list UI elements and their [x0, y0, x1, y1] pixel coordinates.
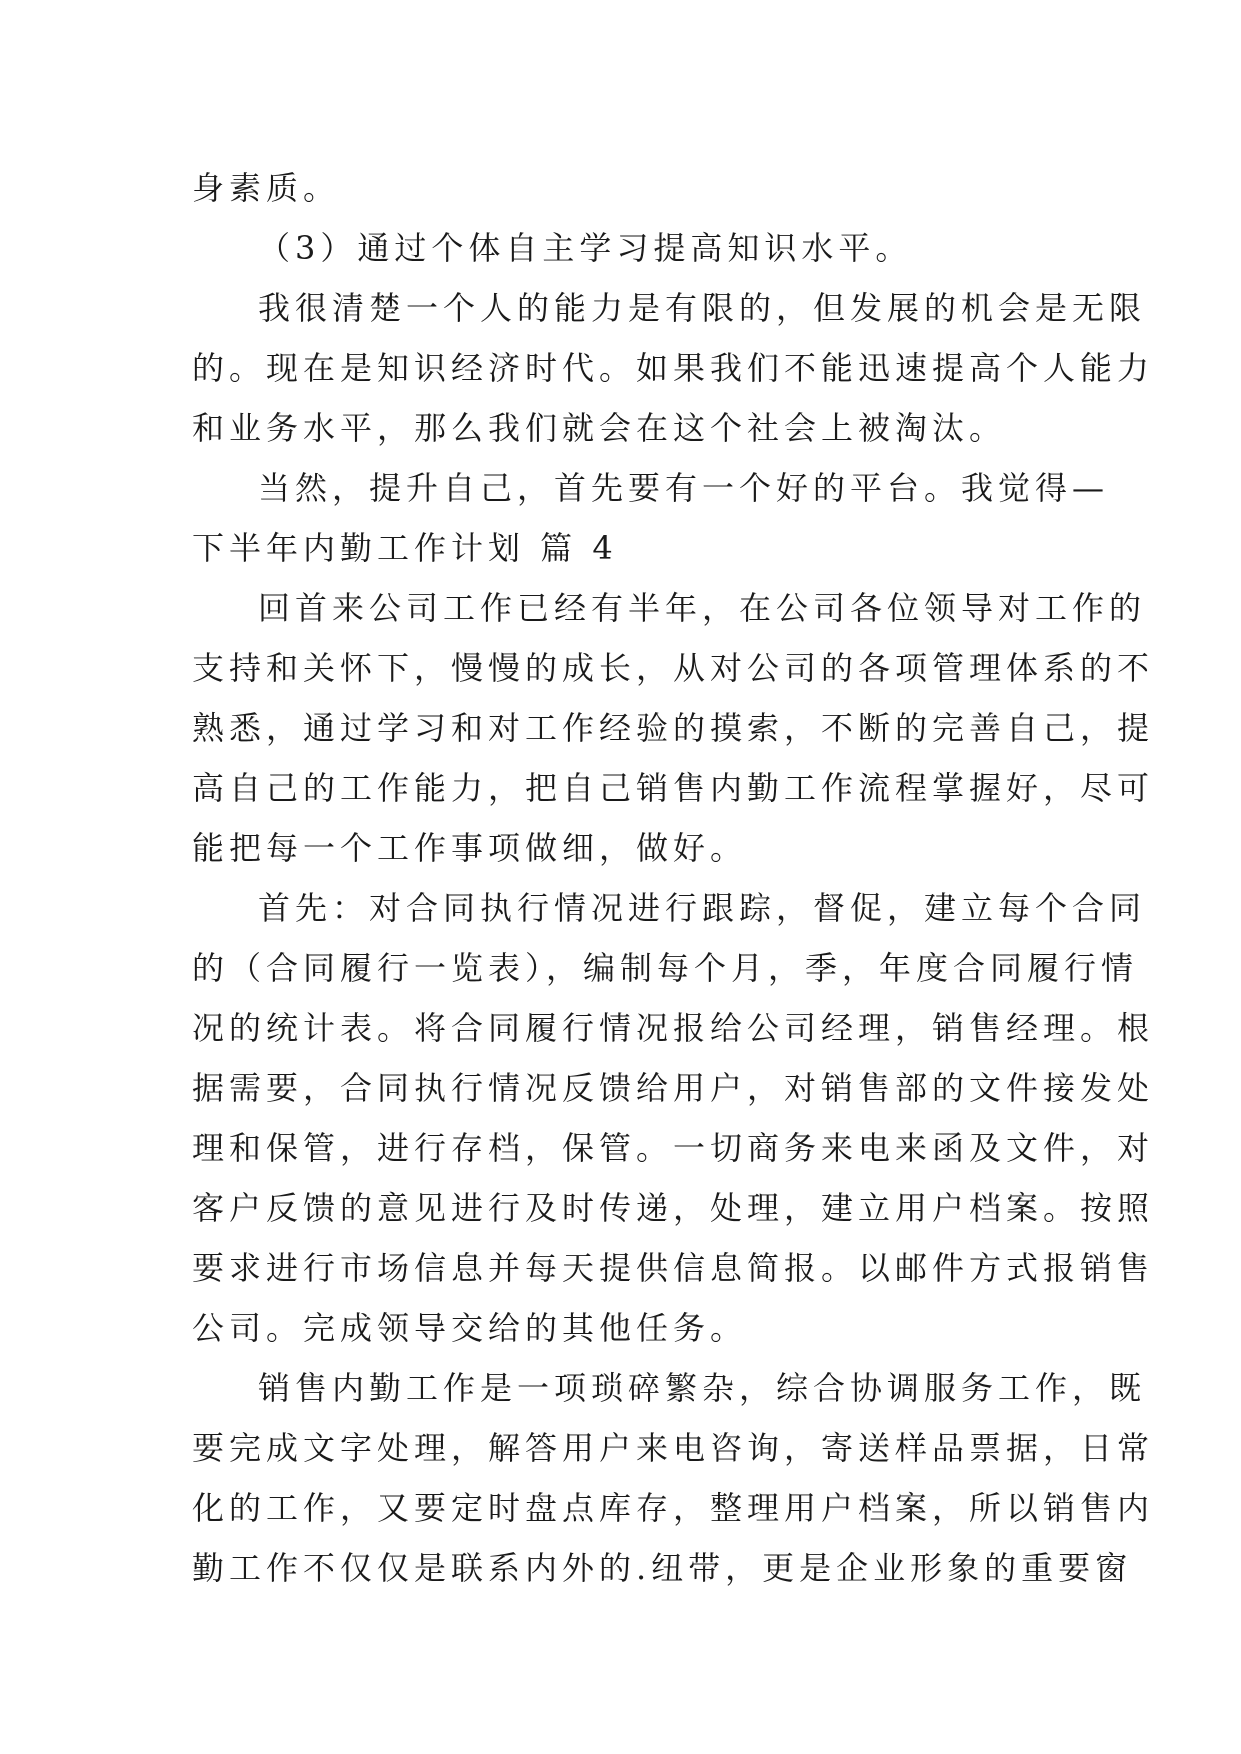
text-line: 要求进行市场信息并每天提供信息简报。以邮件方式报销售 — [192, 1249, 1155, 1287]
text-line: 况的统计表。将合同履行情况报给公司经理，销售经理。根 — [192, 1009, 1155, 1047]
text-line: 的。现在是知识经济时代。如果我们不能迅速提高个人能力 — [192, 349, 1155, 387]
text-line: 熟悉，通过学习和对工作经验的摸索，不断的完善自己，提 — [192, 709, 1155, 747]
paragraph-start-line: 首先：对合同执行情况进行跟踪，督促，建立每个合同 — [258, 889, 1147, 927]
text-line: 能把每一个工作事项做细，做好。 — [192, 829, 748, 867]
text-line: 勤工作不仅仅是联系内外的.纽带，更是企业形象的重要窗 — [192, 1549, 1133, 1587]
text-line: 理和保管，进行存档，保管。一切商务来电来函及文件，对 — [192, 1129, 1155, 1167]
paragraph-start-line: 我很清楚一个人的能力是有限的，但发展的机会是无限 — [258, 289, 1147, 327]
text-line: 和业务水平，那么我们就会在这个社会上被淘汰。 — [192, 409, 1007, 447]
text-line: 化的工作，又要定时盘点库存，整理用户档案，所以销售内 — [192, 1489, 1155, 1527]
text-line: 客户反馈的意见进行及时传递，处理，建立用户档案。按照 — [192, 1189, 1155, 1227]
text-line: 支持和关怀下，慢慢的成长，从对公司的各项管理体系的不 — [192, 649, 1155, 687]
text-line: 据需要，合同执行情况反馈给用户，对销售部的文件接发处 — [192, 1069, 1155, 1107]
paragraph-start-line: 当然，提升自己，首先要有一个好的平台。我觉得— — [258, 469, 1110, 507]
text-line: 的（合同履行一览表），编制每个月，季，年度合同履行情 — [192, 949, 1139, 987]
text-line: 要完成文字处理，解答用户来电咨询，寄送样品票据，日常 — [192, 1429, 1155, 1467]
paragraph-start-line: 回首来公司工作已经有半年，在公司各位领导对工作的 — [258, 589, 1147, 627]
text-line: 高自己的工作能力，把自己销售内勤工作流程掌握好，尽可 — [192, 769, 1155, 807]
paragraph-start-line: 销售内勤工作是一项琐碎繁杂，综合协调服务工作，既 — [258, 1369, 1147, 1407]
text-line: （3）通过个体自主学习提高知识水平。 — [258, 229, 913, 267]
text-line: 公司。完成领导交给的其他任务。 — [192, 1309, 748, 1347]
section-heading: 下半年内勤工作计划 篇 4 — [192, 529, 618, 567]
text-line: 身素质。 — [192, 169, 341, 207]
document-body — [192, 158, 1155, 1598]
